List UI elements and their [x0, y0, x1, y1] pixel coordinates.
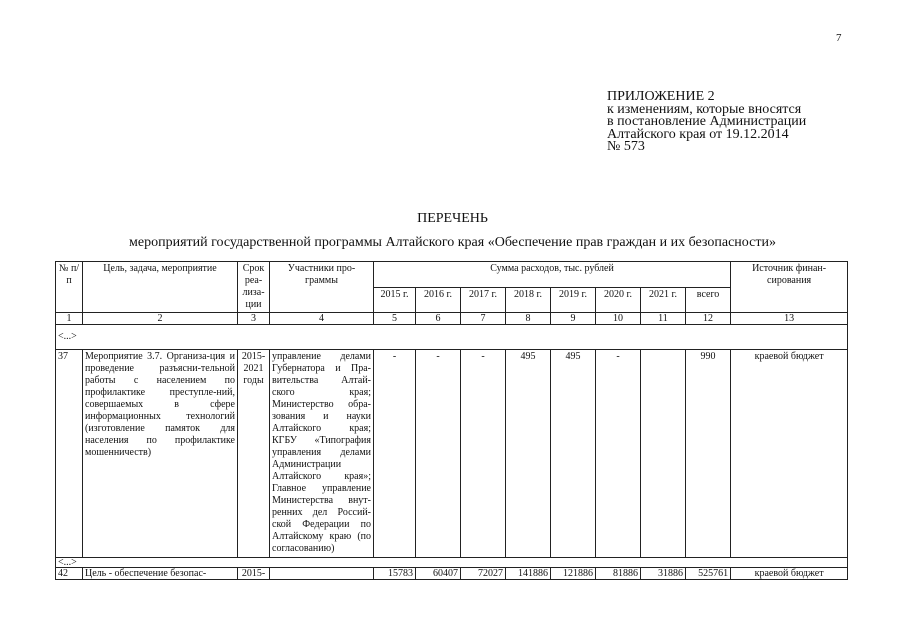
row-value: - — [596, 350, 641, 558]
header-year: 2019 г. — [551, 287, 596, 313]
column-number: 10 — [596, 313, 641, 325]
row-value: 60407 — [416, 568, 461, 580]
row-value: 495 — [551, 350, 596, 558]
header-row — [56, 262, 848, 288]
header-year: 2015 г. — [374, 287, 416, 313]
appendix-line: к изменениям, которые вносятся — [607, 101, 802, 117]
ellipsis-row — [56, 325, 848, 350]
row-goal: Мероприятие 3.7. Организа-ция и проведение разъясни-тельной работы с населением по профилактике преступле-ний, совершаемых в сфере информационных технологий (изготовление памяток для населения по профилактике мошенничеств) — [83, 350, 238, 558]
row-value: 81886 — [596, 568, 641, 580]
ellipsis: <...> — [56, 325, 848, 350]
row-value: 15783 — [374, 568, 416, 580]
row-participants — [270, 568, 374, 580]
column-number: 1 — [56, 313, 83, 325]
ellipsis-row — [56, 558, 848, 568]
header-goal: Цель, задача, мероприятие — [83, 262, 238, 313]
row-value: - — [374, 350, 416, 558]
header-source: Источник финан-сирования — [731, 262, 848, 313]
appendix-title: ПРИЛОЖЕНИЕ 2 — [607, 89, 715, 104]
column-number: 11 — [641, 313, 686, 325]
header-expenses: Сумма расходов, тыс. рублей — [374, 262, 731, 288]
header-year: 2018 г. — [506, 287, 551, 313]
row-value: 72027 — [461, 568, 506, 580]
row-value: 141886 — [506, 568, 551, 580]
row-participants: управление делами Губернатора и Пра-вительства Алтай-ского края; Министерство обра-зования и науки Алтайского края; КГБУ «Типография управления делами Администрации Алтайского края»; Главное управление Министерства внут-ренних дел Россий-ской Федерации по Алтайскому краю (по согласованию) — [270, 350, 374, 558]
table-row — [56, 568, 848, 580]
appendix-line: в постановление Администрации — [607, 114, 807, 129]
row-term: 2015- — [238, 568, 270, 580]
column-number-row — [56, 313, 848, 325]
row-value — [641, 350, 686, 558]
document-title: ПЕРЕЧЕНЬ — [417, 211, 488, 226]
row-value: - — [416, 350, 461, 558]
measures-table — [55, 261, 848, 580]
header-year: 2016 г. — [416, 287, 461, 313]
page-number: 7 — [836, 32, 842, 44]
row-value: 121886 — [551, 568, 596, 580]
row-number: 37 — [56, 350, 83, 558]
row-value: 31886 — [641, 568, 686, 580]
column-number: 13 — [731, 313, 848, 325]
header-year: 2017 г. — [461, 287, 506, 313]
header-num: № п/п — [56, 262, 83, 313]
row-source: краевой бюджет — [731, 568, 848, 580]
column-number: 8 — [506, 313, 551, 325]
header-year: 2020 г. — [596, 287, 641, 313]
column-number: 2 — [83, 313, 238, 325]
column-number: 6 — [416, 313, 461, 325]
appendix-line: № 573 — [607, 139, 645, 154]
column-number: 3 — [238, 313, 270, 325]
ellipsis: <...> — [56, 558, 848, 568]
row-goal: Цель - обеспечение безопас- — [83, 568, 238, 580]
column-number: 12 — [686, 313, 731, 325]
row-value: - — [461, 350, 506, 558]
header-term: Срок реа-лиза-ции — [238, 262, 270, 313]
appendix-line: Алтайского края от 19.12.2014 — [607, 126, 789, 142]
column-number: 9 — [551, 313, 596, 325]
header-participants: Участники про-граммы — [270, 262, 374, 313]
column-number: 5 — [374, 313, 416, 325]
column-number: 4 — [270, 313, 374, 325]
row-number: 42 — [56, 568, 83, 580]
row-term: 2015-2021 годы — [238, 350, 270, 558]
column-number: 7 — [461, 313, 506, 325]
row-total: 525761 — [686, 568, 731, 580]
document-subtitle: мероприятий государственной программы Алтайского края «Обеспечение прав граждан и их безопасности» — [129, 235, 776, 250]
header-total: всего — [686, 287, 731, 313]
table-row — [56, 350, 848, 558]
appendix-block — [607, 91, 806, 154]
row-source: краевой бюджет — [731, 350, 848, 558]
row-value: 495 — [506, 350, 551, 558]
row-total: 990 — [686, 350, 731, 558]
header-year: 2021 г. — [641, 287, 686, 313]
